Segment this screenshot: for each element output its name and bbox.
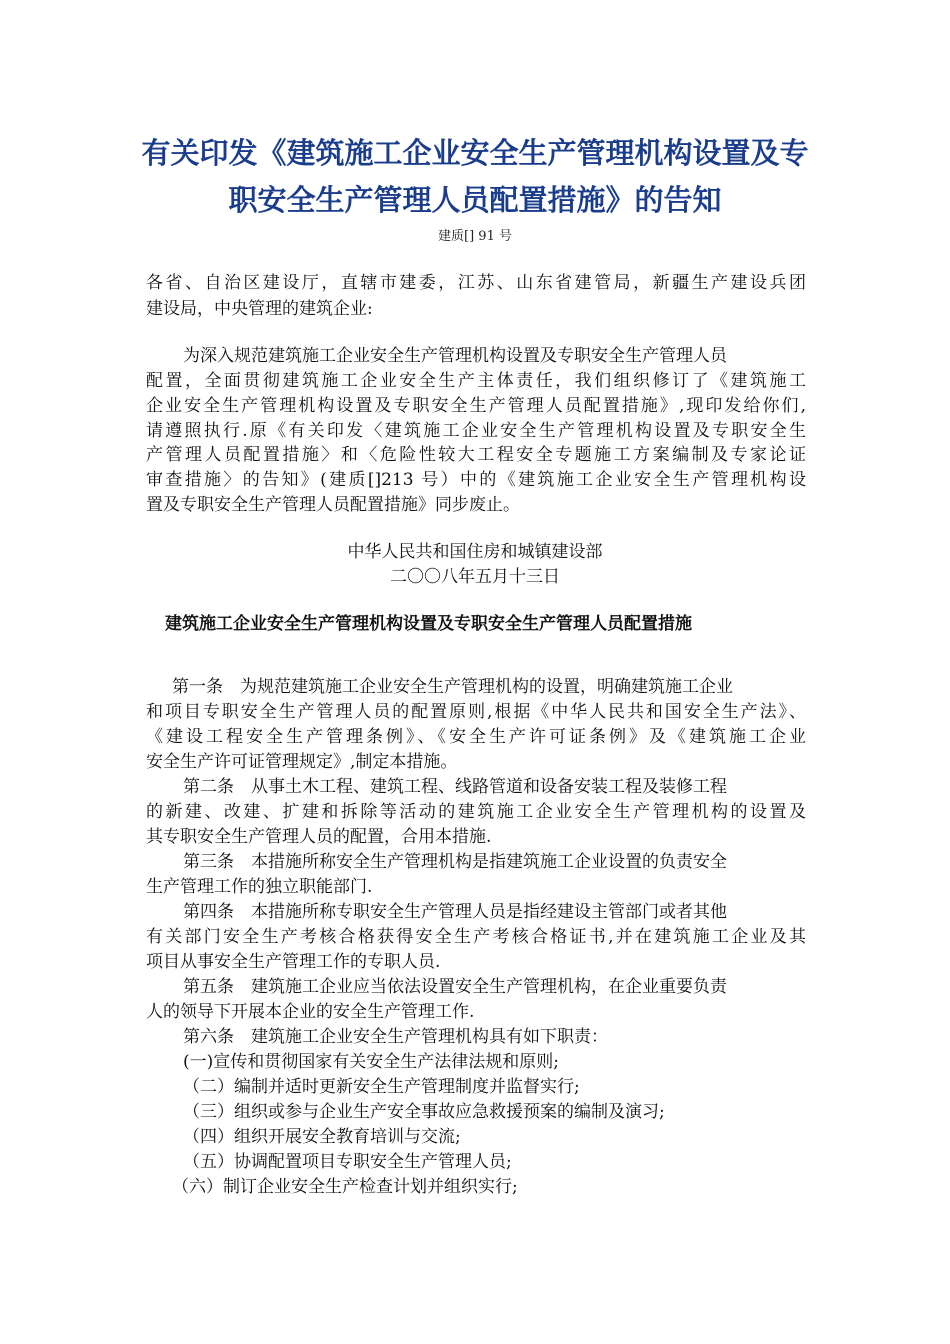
intro-line-5: 产管理人员配置措施〉和〈危险性较大工程安全专题施工方案编制及专家论证: [146, 445, 806, 465]
intro-line-6: 审查措施〉的告知》(建质[]213 号）中的《建筑施工企业安全生产管理机构设: [146, 470, 806, 490]
article-line: (一)宣传和贯彻国家有关安全生产法律法规和原则;: [183, 1052, 559, 1072]
article-line: 《建设工程安全生产管理条例》、《安全生产许可证条例》及《建筑施工企业: [146, 727, 806, 747]
article-line: （四）组织开展安全教育培训与交流;: [183, 1127, 461, 1147]
document-title-line-1: 有关印发《建筑施工企业安全生产管理机构设置及专: [141, 136, 809, 170]
intro-line-2: 配置，全面贯彻建筑施工企业安全生产主体责任，我们组织修订了《建筑施工: [146, 371, 806, 391]
signature-organization: 中华人民共和国住房和城镇建设部: [347, 542, 603, 562]
article-line: 有关部门安全生产考核合格获得安全生产考核合格证书,并在建筑施工企业及其: [146, 927, 806, 947]
intro-line-4: 请遵照执行.原《有关印发〈建筑施工企业安全生产管理机构设置及专职安全生: [146, 421, 806, 441]
article-line: 和项目专职安全生产管理人员的配置原则,根据《中华人民共和国安全生产法》、: [146, 702, 806, 722]
article-line: （二）编制并适时更新安全生产管理制度并监督实行;: [183, 1077, 580, 1097]
article-line: 的新建、改建、扩建和拆除等活动的建筑施工企业安全生产管理机构的设置及: [146, 802, 806, 822]
article-line: （三）组织或参与企业生产安全事故应急救援预案的编制及演习;: [183, 1102, 665, 1122]
intro-line-3: 企业安全生产管理机构设置及专职安全生产管理人员配置措施》,现印发给你们,: [146, 396, 806, 416]
article-line: （五）协调配置项目专职安全生产管理人员;: [183, 1152, 512, 1172]
addressee-line-2: 建设局，中央管理的建筑企业:: [146, 299, 373, 319]
article-line: 项目从事安全生产管理工作的专职人员.: [146, 952, 441, 972]
article-line: 其专职安全生产管理人员的配置，合用本措施.: [146, 827, 492, 847]
article-line: （六）制订企业安全生产检查计划并组织实行;: [172, 1177, 518, 1197]
measures-title: 建筑施工企业安全生产管理机构设置及专职安全生产管理人员配置措施: [165, 614, 692, 634]
article-line: 第六条 建筑施工企业安全生产管理机构具有如下职责：: [183, 1027, 608, 1047]
article-line: 第四条 本措施所称专职安全生产管理人员是指经建设主管部门或者其他: [183, 902, 727, 922]
article-line: 安全生产许可证管理规定》,制定本措施。: [146, 752, 458, 772]
intro-line-1: 为深入规范建筑施工企业安全生产管理机构设置及专职安全生产管理人员: [183, 346, 727, 366]
article-line: 第一条 为规范建筑施工企业安全生产管理机构的设置，明确建筑施工企业: [172, 677, 733, 697]
document-title-line-2: 职安全生产管理人员配置措施》的告知: [228, 183, 722, 217]
signature-date: 二〇〇八年五月十三日: [390, 567, 560, 587]
intro-line-7: 置及专职安全生产管理人员配置措施》同步废止。: [146, 495, 520, 515]
addressee-line-1: 各省、自治区建设厅，直辖市建委，江苏、山东省建管局，新疆生产建设兵团: [146, 273, 806, 293]
article-line: 第五条 建筑施工企业应当依法设置安全生产管理机构，在企业重要负责: [183, 977, 727, 997]
article-line: 生产管理工作的独立职能部门.: [146, 877, 373, 897]
article-line: 第二条 从事土木工程、建筑工程、线路管道和设备安装工程及装修工程: [183, 777, 727, 797]
document-number: 建质[] 91 号: [438, 229, 512, 244]
article-line: 人的领导下开展本企业的安全生产管理工作.: [146, 1002, 475, 1022]
article-line: 第三条 本措施所称安全生产管理机构是指建筑施工企业设置的负责安全: [183, 852, 727, 872]
